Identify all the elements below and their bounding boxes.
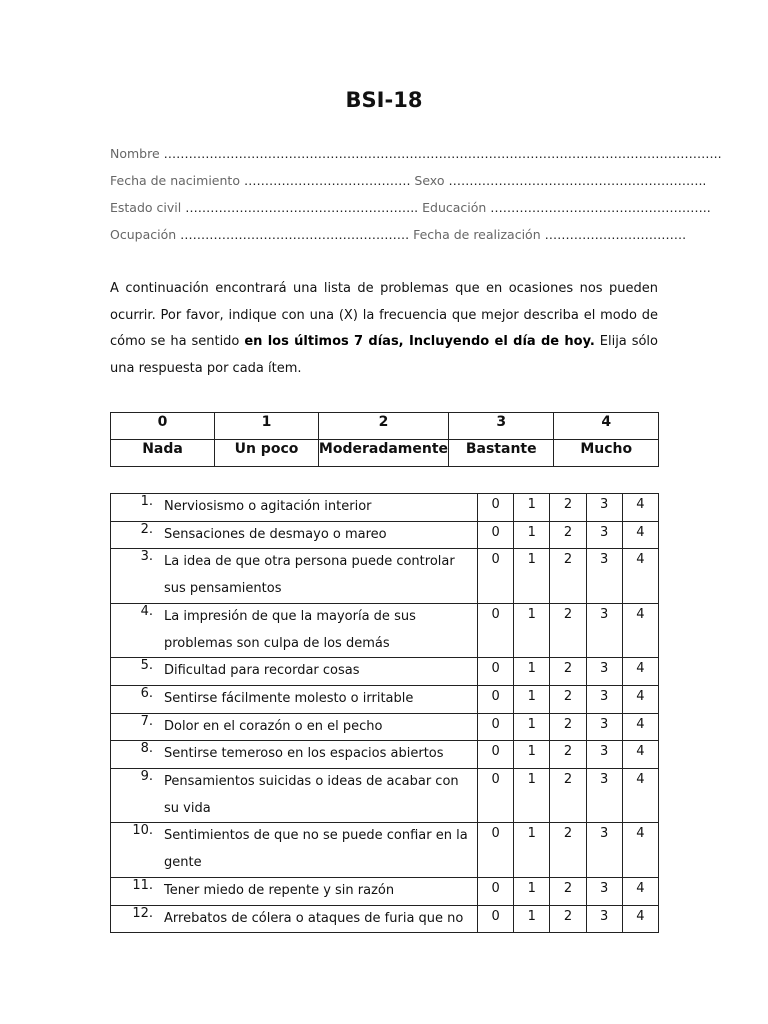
item-option-1[interactable]: 1 [514,713,550,741]
item-option-3[interactable]: 3 [586,658,622,686]
scale-number-cell: 2 [318,413,448,440]
response-scale-table [110,412,659,467]
item-question-cell [111,549,478,603]
item-number: 11. [132,877,153,893]
item-option-0[interactable]: 0 [478,823,514,877]
item-text: La idea de que otra persona puede controlar sus pensamientos [164,554,455,597]
item-option-3[interactable]: 3 [586,823,622,877]
item-question-cell [111,905,478,933]
item-question-cell [111,494,478,522]
item-option-0[interactable]: 0 [478,769,514,823]
scale-number-cell: 0 [111,413,215,440]
instructions-bold-text: en los últimos 7 días, Incluyendo el día de hoy. [244,334,595,350]
item-text: Dolor en el corazón o en el pecho [164,718,383,734]
item-question-cell [111,521,478,549]
instructions-text-2: Elija sólo una respuesta por cada ítem. [110,334,658,377]
item-text: Sensaciones de desmayo o mareo [164,526,387,542]
item-text: Pensamientos suicidas o ideas de acabar con su vida [164,774,459,816]
item-option-3[interactable]: 3 [586,549,622,603]
item-option-4[interactable]: 4 [622,769,658,823]
item-number: 8. [140,741,153,757]
item-option-0[interactable]: 0 [478,521,514,549]
item-row [111,494,659,522]
scale-number-cell: 1 [215,413,319,440]
fecha-nacimiento-label: Fecha de nacimiento [110,173,240,188]
item-option-2[interactable]: 2 [550,685,586,713]
item-option-1[interactable]: 1 [514,549,550,603]
item-option-1[interactable]: 1 [514,685,550,713]
item-row [111,741,659,769]
item-option-4[interactable]: 4 [622,521,658,549]
item-question-cell [111,603,478,657]
item-option-2[interactable]: 2 [550,823,586,877]
item-text: Arrebatos de cólera o ataques de furia que no [164,910,464,926]
item-option-3[interactable]: 3 [586,685,622,713]
item-text: Sentirse temeroso en los espacios abiertos [164,746,444,762]
item-option-4[interactable]: 4 [622,549,658,603]
fecha-nacimiento-field[interactable]: …………………………………. [239,173,411,188]
page-title: BSI-18 [345,88,423,112]
item-option-1[interactable]: 1 [514,603,550,657]
fecha-realizacion-label: Fecha de realización [413,227,541,242]
items-table [110,493,659,933]
item-option-1[interactable]: 1 [514,877,550,905]
scale-label-cell: Nada [111,440,215,467]
educacion-label: Educación [422,200,487,215]
estado-civil-label: Estado civil [110,200,182,215]
nombre-label: Nombre [110,146,160,161]
item-option-0[interactable]: 0 [478,603,514,657]
item-option-0[interactable]: 0 [478,877,514,905]
item-option-0[interactable]: 0 [478,685,514,713]
item-option-3[interactable]: 3 [586,713,622,741]
ocupacion-label: Ocupación [110,227,177,242]
item-option-2[interactable]: 2 [550,877,586,905]
scale-label-cell: Mucho [554,440,659,467]
form-line-fecha-sexo [110,173,707,188]
item-option-4[interactable]: 4 [622,494,658,522]
item-number: 7. [140,713,153,729]
item-option-0[interactable]: 0 [478,713,514,741]
form-line-nombre [110,146,722,161]
item-question-cell [111,823,478,877]
item-option-2[interactable]: 2 [550,769,586,823]
item-option-0[interactable]: 0 [478,549,514,603]
item-row [111,658,659,686]
item-text: Tener miedo de repente y sin razón [164,882,395,898]
scale-label-cell: Bastante [449,440,554,467]
item-question-cell [111,769,478,823]
instructions-paragraph [110,276,658,383]
item-option-3[interactable]: 3 [586,905,622,933]
item-option-3[interactable]: 3 [586,741,622,769]
item-option-4[interactable]: 4 [622,685,658,713]
item-option-2[interactable]: 2 [550,549,586,603]
item-row [111,877,659,905]
item-option-2[interactable]: 2 [550,494,586,522]
item-option-4[interactable]: 4 [622,658,658,686]
item-number: 12. [132,905,153,921]
item-option-4[interactable]: 4 [622,713,658,741]
sexo-field[interactable]: …………………………………………………….. [444,173,707,188]
item-row [111,905,659,933]
item-option-2[interactable]: 2 [550,658,586,686]
educacion-field[interactable]: …………………………………………….. [486,200,711,215]
item-option-3[interactable]: 3 [586,603,622,657]
item-option-0[interactable]: 0 [478,741,514,769]
item-number: 3. [140,549,153,565]
sexo-label: Sexo [414,173,445,188]
item-question-cell [111,713,478,741]
item-row [111,603,659,657]
scale-label-cell: Moderadamente [318,440,448,467]
item-option-3[interactable]: 3 [586,521,622,549]
scale-labels-row [111,440,659,467]
item-question-cell [111,877,478,905]
item-number: 9. [140,769,153,785]
scale-number-cell: 4 [554,413,659,440]
item-text: Sentirse fácilmente molesto o irritable [164,690,414,706]
item-row [111,549,659,603]
item-number: 1. [140,494,153,509]
item-option-1[interactable]: 1 [514,823,550,877]
item-option-1[interactable]: 1 [514,741,550,769]
scale-label-cell: Un poco [215,440,319,467]
item-row [111,823,659,877]
item-option-3[interactable]: 3 [586,769,622,823]
item-question-cell [111,685,478,713]
item-number: 2. [140,521,153,537]
item-option-0[interactable]: 0 [478,658,514,686]
scale-numbers-row [111,413,659,440]
item-option-4[interactable]: 4 [622,905,658,933]
item-row [111,521,659,549]
form-line-ocupacion-fecha [110,227,687,242]
item-option-4[interactable]: 4 [622,603,658,657]
item-row [111,769,659,823]
item-option-2[interactable]: 2 [550,521,586,549]
item-number: 10. [132,823,153,839]
instructions-text-1: A continuación encontrará una lista de problemas que en ocasiones nos pueden ocurrir. Por favor, indique con una (X) la frecuencia que mejor describa el modo de cómo se ha sentido [110,281,658,350]
item-question-cell [111,741,478,769]
item-option-4[interactable]: 4 [622,877,658,905]
item-number: 4. [140,603,153,619]
item-option-0[interactable]: 0 [478,494,514,522]
item-text: Dificultad para recordar cosas [164,663,360,679]
item-option-2[interactable]: 2 [550,603,586,657]
estado-civil-field[interactable]: ……………………………………………….. [181,200,419,215]
item-row [111,685,659,713]
item-question-cell [111,658,478,686]
nombre-field[interactable]: …………………………………………………………………………………………………………………….. [159,146,722,161]
item-option-1[interactable]: 1 [514,905,550,933]
item-text: La impresión de que la mayoría de sus problemas son culpa de los demás [164,608,416,651]
item-option-2[interactable]: 2 [550,905,586,933]
item-text: Sentimientos de que no se puede confiar en la gente [164,828,468,871]
item-number: 6. [140,685,153,701]
item-option-2[interactable]: 2 [550,741,586,769]
form-line-estado-educacion [110,200,711,215]
scale-number-cell: 3 [449,413,554,440]
item-option-1[interactable]: 1 [514,521,550,549]
fecha-realizacion-field[interactable]: ……………………………. [540,227,687,242]
item-row [111,713,659,741]
item-option-1[interactable]: 1 [514,494,550,522]
item-text: Nerviosismo o agitación interior [164,499,372,514]
item-option-1[interactable]: 1 [514,769,550,823]
items-table-body [111,494,659,933]
item-option-0[interactable]: 0 [478,905,514,933]
item-option-3[interactable]: 3 [586,494,622,522]
item-option-2[interactable]: 2 [550,713,586,741]
item-option-4[interactable]: 4 [622,741,658,769]
item-option-4[interactable]: 4 [622,823,658,877]
item-option-3[interactable]: 3 [586,877,622,905]
ocupacion-field[interactable]: ………………………………………………. [176,227,410,242]
item-number: 5. [140,658,153,674]
item-option-1[interactable]: 1 [514,658,550,686]
